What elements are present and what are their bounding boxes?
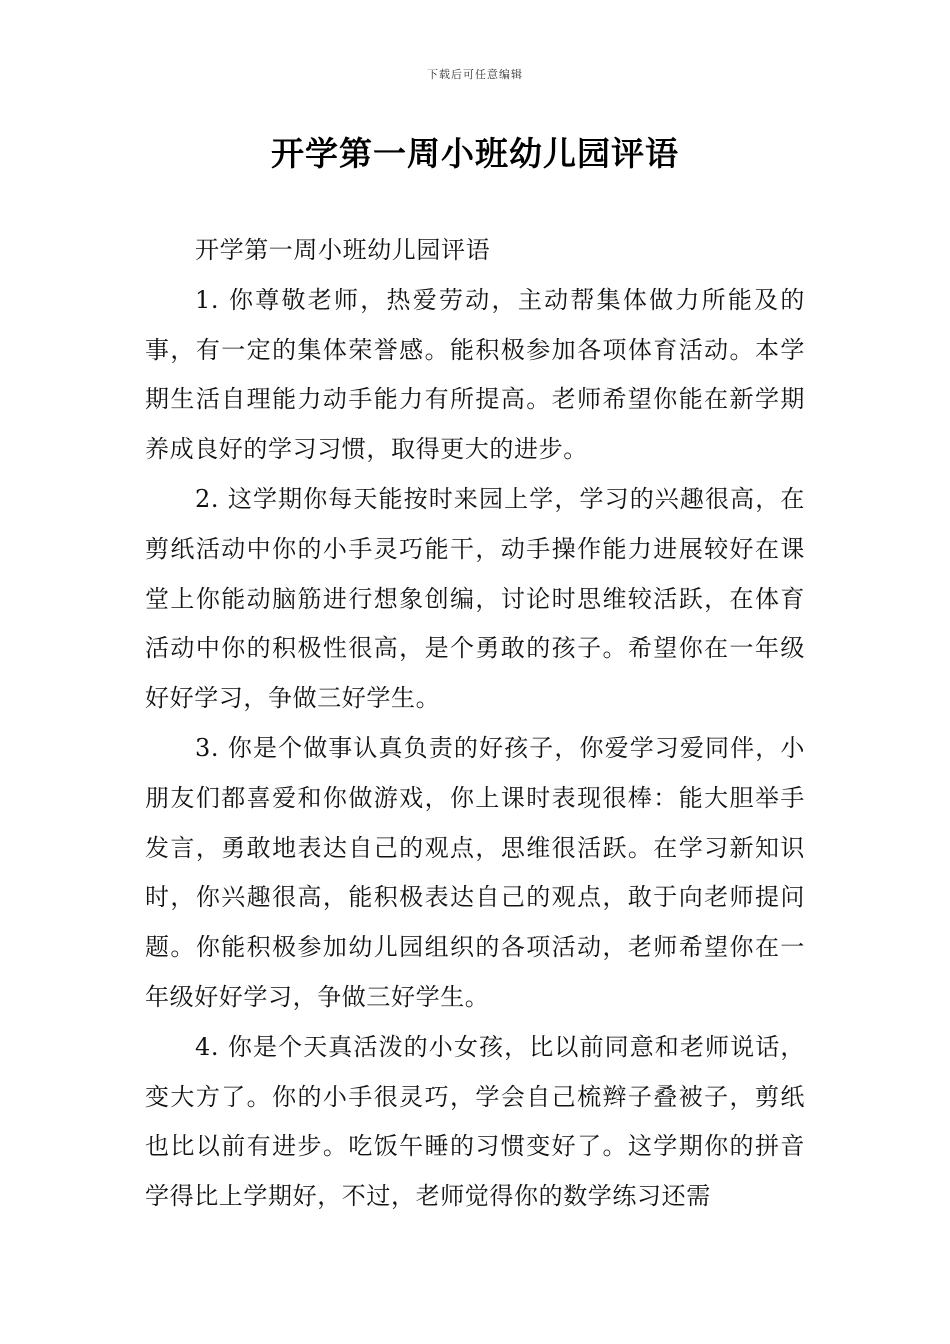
document-title: 开学第一周小班幼儿园评语 [271,134,679,173]
paragraph-3: 3. 你是个做事认真负责的好孩子，你爱学习爱同伴，小朋友们都喜爱和你做游戏，你上课时表现很棒：能大胆举手发言，勇敢地表达自己的观点，思维很活跃。在学习新知识时，你兴趣很高，能积极表达自己的观点，敢于向老师提问题。你能积极参加幼儿园组织的各项活动，老师希望你在一年级好好学习，争做三好学生。 [145,733,805,1011]
paragraph-4: 4. 你是个天真活泼的小女孩，比以前同意和老师说话，变大方了。你的小手很灵巧，学会自己梳辫子叠被子，剪纸也比以前有进步。吃饭午睡的习惯变好了。这学期你的拼音学得比上学期好，不过，老师觉得你的数学练习还需 [145,1032,805,1211]
document-body [145,226,805,1222]
page-header-note: 下载后可任意编辑 [427,68,523,81]
document-subtitle: 开学第一周小班幼儿园评语 [195,236,491,264]
paragraph-1: 1. 你尊敬老师，热爱劳动，主动帮集体做力所能及的事，有一定的集体荣誉感。能积极参加各项体育活动。本学期生活自理能力动手能力有所提高。老师希望你能在新学期养成良好的学习习惯，取得更大的进步。 [145,285,805,464]
paragraph-2: 2. 这学期你每天能按时来园上学，学习的兴趣很高，在剪纸活动中你的小手灵巧能干，动手操作能力进展较好在课堂上你能动脑筋进行想象创编，讨论时思维较活跃，在体育活动中你的积极性很高，是个勇敢的孩子。希望你在一年级好好学习，争做三好学生。 [145,484,805,713]
